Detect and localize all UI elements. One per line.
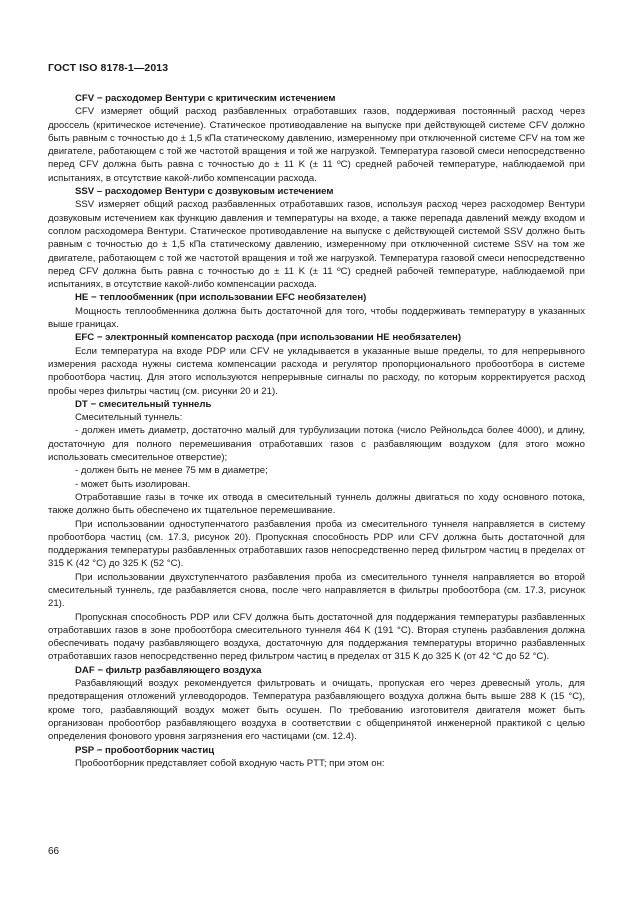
list-item: - должен иметь диаметр, достаточно малый для турбулизации потока (число Рейнольдса более 4000), и длину, достаточную для полного перемешивания отработавших газов с разбавляющим воздухом (для этого можно использовать смесительное отверстие); <box>48 425 585 464</box>
paragraph: При использовании двухступенчатого разбавления проба из смесительного туннеля направляется во второй смесительный туннель, где разбавляется снова, после чего направляется в фильтры пробоотбора (см. 17.3, рисунок 21). <box>48 571 585 610</box>
paragraph: CFV измеряет общий расход разбавленных отработавших газов, поддерживая постоянный расход через дроссель (критическое истечение). Статическое противодавление на выпуске при действующей системе CFV должно быть равным с точностью до ± 1,5 кПа статическому давлению, измеренному при отключенной системе CFV на том же двигателе, работающем с той же частотой вращения и той же нагрузкой. Температура газовой смеси непосредственно перед CFV должна быть равна с точностью до ± 11 K (± 11 ºC) средней рабочей температуре, наблюдаемой при испытаниях, в отсутствие какой-либо компенсации расхода. <box>48 106 585 184</box>
paragraph: При использовании одноступенчатого разбавления проба из смесительного туннеля направляется в систему пробоотбора частиц (см. 17.3, рисунок 20). Пропускная способность PDP или CFV должна быть достаточной для поддержания температуры разбавленных отработавших газов непосредственно перед фильтром частиц в пределах от 315 K (42 °C) до 325 K (52 °C). <box>48 518 585 570</box>
paragraph: Если температура на входе PDP или CFV не укладывается в указанные выше пределы, то для непрерывного измерения расхода нужны система компенсации расхода и регулятор пропорционального пробоотбора в системе пробоотбора частиц. Для этого используются непрерывные сигналы по расходу, по которым корректируется расход пробы через фильтры частиц (см. рисунки 20 и 21). <box>48 345 585 397</box>
paragraph: Смесительный туннель: <box>75 412 183 424</box>
term-heading-ssv: SSV – расходомер Вентури с дозвуковым истечением <box>75 186 334 198</box>
paragraph: Разбавляющий воздух рекомендуется фильтровать и очищать, пропуская его через древесный уголь, для предотвращения отложений углеводородов. Температура разбавляющего воздуха должна быть выше 288 K (15 °C), кроме того, разбавляющий воздух может быть осушен. По требованию изготовителя двигателя может быть организован пробоотбор разбавляющего воздуха в соответствии с общепринятой инженерной практикой с целью определения фонового уровня загрязнения его частицами (см. 12.4). <box>48 678 585 743</box>
term-heading-daf: DAF − фильтр разбавляющего воздуха <box>75 664 262 676</box>
document-body <box>48 92 585 770</box>
term-heading-dt: DT − смесительный туннель <box>75 398 212 410</box>
list-item: - может быть изолирован. <box>75 478 191 490</box>
document-header: ГОСТ ISO 8178-1—2013 <box>48 62 169 74</box>
page-number: 66 <box>48 846 60 857</box>
list-item: - должен быть не менее 75 мм в диаметре; <box>75 465 268 477</box>
term-heading-cfv: CFV − расходомер Вентури с критическим истечением <box>75 93 336 104</box>
paragraph: Пропускная способность PDP или CFV должна быть достаточной для поддержания температуры разбавленных отработавших газов в зоне пробоотбора смесительного туннеля 464 K (191 °C). Вторая ступень разбавления должна обеспечивать подачу разбавляющего воздуха, достаточную для поддержания температуры вторично разбавленных отработавших газов непосредственно перед фильтром частиц в пределах от 315 K до 325 K (от 42 °C до 52 °C). <box>48 611 585 663</box>
paragraph: SSV измеряет общий расход разбавленных отработавших газов, используя расход через расходомер Вентури дозвуковым истечением как функцию давления и температуры на входе, а также перепада давлений между входом и соплом расходомера Вентури. Статическое противодавление на выпуске с действующей системой SSV должно быть равным с точностью до ± 1,5 кПа статическому давлению, измеренному при отключенной системе SSV на том же двигателе, работающем с той же частотой вращения и той же нагрузкой. Температура газовой смеси непосредственно перед CFV должна быть равна с точностью до ± 11 K (± 11 ºC) средней рабочей температуре, наблюдаемой при испытаниях, в отсутствие какой-либо компенсации расхода. <box>48 199 585 291</box>
term-heading-efc: EFC − электронный компенсатор расхода (при использовании НЕ необязателен) <box>75 332 462 344</box>
term-heading-he: НЕ − теплообменник (при использовании EFC необязателен) <box>75 292 367 304</box>
paragraph: Отработавшие газы в точке их отвода в смесительный туннель должны двигаться по ходу основного потока, также должно быть обеспечено их тщательное перемешивание. <box>48 491 585 517</box>
paragraph: Пробоотборник представляет собой входную часть PTT; при этом он: <box>75 757 385 769</box>
paragraph: Мощность теплообменника должна быть достаточной для того, чтобы поддерживать температуру в указанных выше границах. <box>48 305 585 331</box>
term-heading-psp: PSP − пробоотборник частиц <box>75 744 215 756</box>
